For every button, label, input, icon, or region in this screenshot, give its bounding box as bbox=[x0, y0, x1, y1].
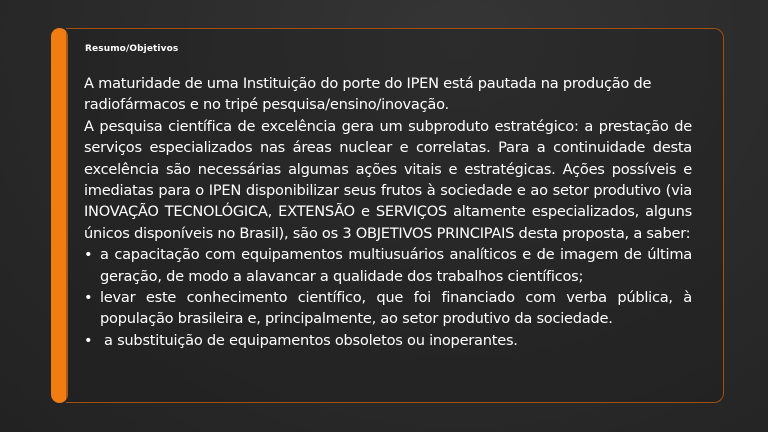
list-item bbox=[84, 287, 692, 330]
objectives-list bbox=[84, 244, 692, 351]
bullet-icon: • bbox=[84, 246, 93, 264]
intro-paragraph: A maturidade de uma Instituição do porte do IPEN está pautada na produção de radiofármacos e no tripé pesquisa/ensino/inovação. bbox=[84, 75, 652, 114]
body-text bbox=[84, 73, 692, 351]
list-item bbox=[84, 330, 692, 351]
bullet-text: a substituição de equipamentos obsoletos ou inoperantes. bbox=[104, 331, 518, 349]
bullet-icon: • bbox=[84, 289, 93, 307]
bullet-text: a capacitação com equipamentos multiusuários analíticos e de imagem de última geração, de modo a alavancar a qualidade dos trabalhos científicos; bbox=[100, 246, 692, 285]
section-label: Resumo/Objetivos bbox=[85, 44, 179, 54]
bullet-icon: • bbox=[84, 331, 93, 349]
main-paragraph: A pesquisa científica de excelência gera um subproduto estratégico: a prestação de serviços especializados nas áreas nuclear e correlatas. Para a continuidade desta excelência são necessárias algumas ações vitais e estratégicas. Ações possíveis e imediatas para o IPEN disponibilizar seus frutos à sociedade e ao setor produtivo (via INOVAÇÃO TECNOLÓGICA, EXTENSÃO e SERVIÇOS altamente especializados, alguns únicos disponíveis no Brasil), são os 3 OBJETIVOS PRINCIPAIS desta proposta, a saber: bbox=[84, 117, 692, 242]
list-item bbox=[84, 244, 692, 287]
bullet-text: levar este conhecimento científico, que foi financiado com verba pública, à população brasileira e, principalmente, ao setor produtivo da sociedade. bbox=[100, 289, 692, 328]
